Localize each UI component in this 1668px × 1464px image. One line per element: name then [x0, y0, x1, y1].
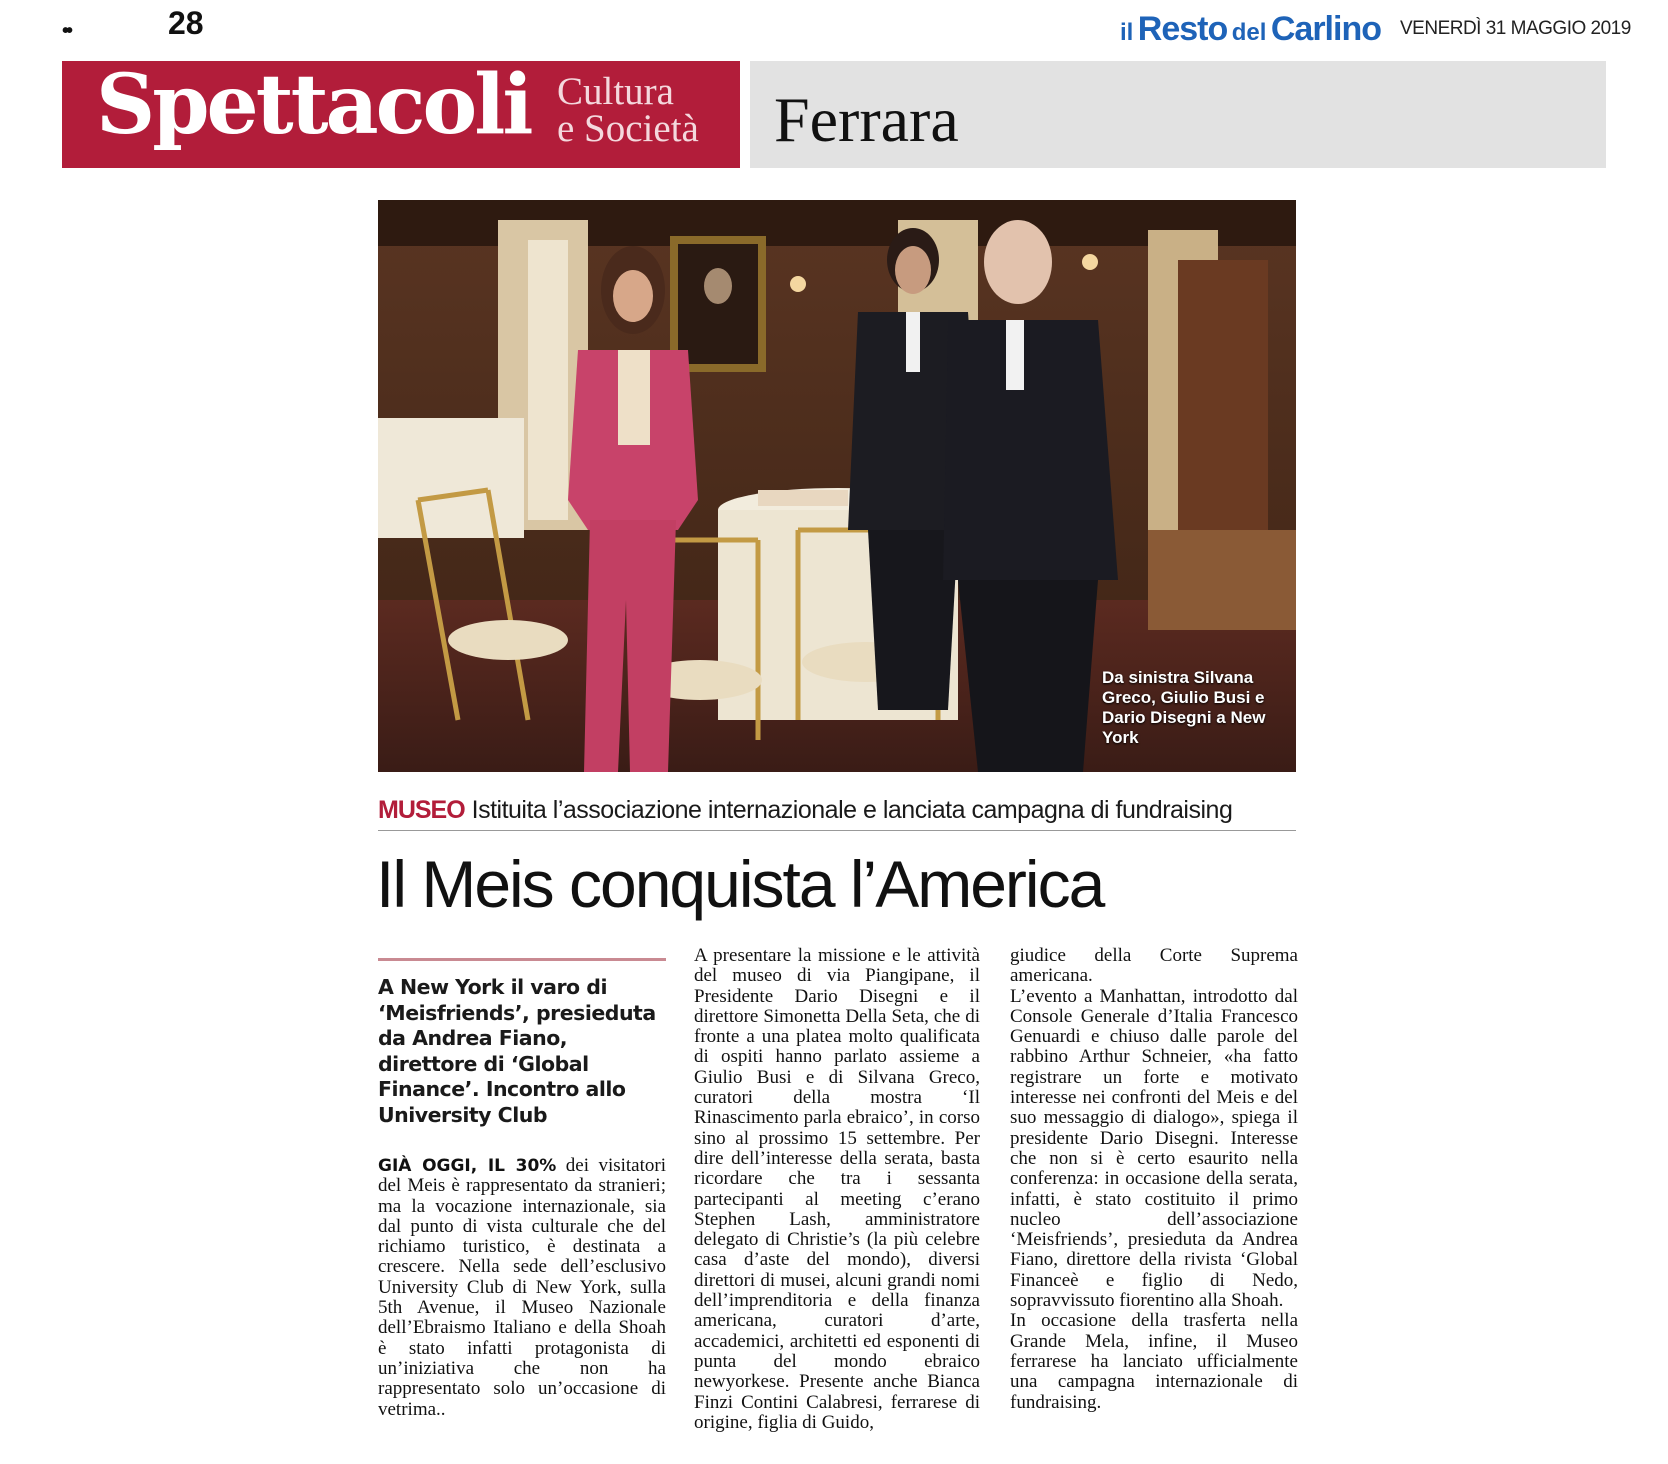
article-deck: A New York il varo di ‘Meisfriends’, presieduta da Andrea Fiano, direttore di ‘Global Finance’. Incontro allo University Club	[378, 975, 656, 1127]
section-banner	[62, 57, 740, 168]
section-subtitle	[557, 70, 699, 150]
column-3-paragraph-3: In occasione della trasferta nella Grande Mela, infine, il Museo ferrarese ha lanciato ufficialmente una campagna internazionale di fundraising.	[1010, 1310, 1298, 1413]
article-photo	[378, 200, 1296, 772]
deck-rule	[378, 958, 666, 961]
section-subtitle-line1: Cultura	[557, 70, 674, 113]
section-subtitle-line2: e Società	[557, 107, 699, 150]
column-3-paragraph-1: giudice della Corte Suprema americana.	[1010, 945, 1298, 987]
column-1-body: dei visitatori del Meis è rappresentato da stranieri; ma la vocazione internazionale, sia dal punto di vista culturale che del richiamo turistico, è destinata a crescere. Nella sede dell’esclusivo University Club di New York, sulla 5th Avenue, il Museo Nazionale dell’Ebraismo Italiano e della Shoah è stato infatti protagonista di un’iniziativa che non ha rappresentato solo un’occasione di vetrima..	[378, 1155, 666, 1420]
section-title: Spettacoli	[96, 57, 531, 153]
photo-caption: Da sinistra Silvana Greco, Giulio Busi e Dario Disegni a New York	[1102, 668, 1266, 747]
logo-carlino: Carlino	[1270, 10, 1381, 48]
article-headline: Il Meis conquista l’America	[376, 847, 1104, 921]
kicker-text: Istituita l’associazione internazionale e lanciata campagna di fundraising	[471, 796, 1233, 824]
kicker-tag: MUSEO	[378, 796, 465, 824]
column-3-paragraph-2: L’evento a Manhattan, introdotto dal Console Generale d’Italia Francesco Genuardi e chiuso dalle parole del rabbino Arthur Schneier, «ha fatto registrare un forte e motivato interesse nei confronti del Meis e del suo messaggio di dialogo», spiega il presidente Dario Disegni. Interesse che non si è certo esaurito nella conferenza: in occasione della serata, infatti, è stato costituito il primo nucleo dell’associazione ‘Meisfriends’, presieduta da Andrea Fiano, direttore della rivista ‘Global Financeè e figlio di Nedo, sopravvissuto fiorentino alla Shoah.	[1010, 985, 1298, 1312]
lead-in: GIÀ OGGI, IL 30%	[378, 1156, 557, 1176]
logo-resto: Resto	[1137, 10, 1228, 48]
page-number: 28	[168, 5, 204, 41]
logo-il: il	[1120, 19, 1134, 46]
article-column-3	[1010, 946, 1298, 1413]
city-banner	[750, 61, 1606, 168]
newspaper-logo	[1120, 10, 1381, 49]
column-2-body: A presentare la missione e le attività del museo di via Piangipane, il Presidente Dario Disegni e il direttore Simonetta Della Seta, che di fronte a una platea molto qualificata di ospiti hanno parlato assieme a Giulio Busi e di Silvana Greco, curatori della mostra ‘Il Rinascimento parla ebraico’, in corso sino al prossimo 15 settembre. Per dire dell’interesse della serata, basta ricordare che tra i sessanta partecipanti al meeting c’erano Stephen Lash, amministratore delegato di Christie’s (la più celebre casa d’aste del mondo), diversi direttori di musei, alcuni grandi nomi dell’imprenditoria e della finanza americana, curatori d’arte, accademici, architetti ed esponenti di punta del mondo ebraico newyorkese. Presente anche Bianca Finzi Contini Calabresi, ferrarese di origine, figlia di Guido,	[694, 945, 980, 1433]
article-column-1	[378, 958, 666, 1420]
page-marker: ••	[62, 20, 71, 42]
article-column-2	[694, 946, 980, 1433]
column-1-paragraph	[378, 1156, 666, 1420]
issue-date: VENERDÌ 31 MAGGIO 2019	[1400, 18, 1631, 39]
logo-del: del	[1231, 19, 1267, 46]
city-name: Ferrara	[774, 84, 959, 155]
article-kicker	[378, 796, 1296, 831]
